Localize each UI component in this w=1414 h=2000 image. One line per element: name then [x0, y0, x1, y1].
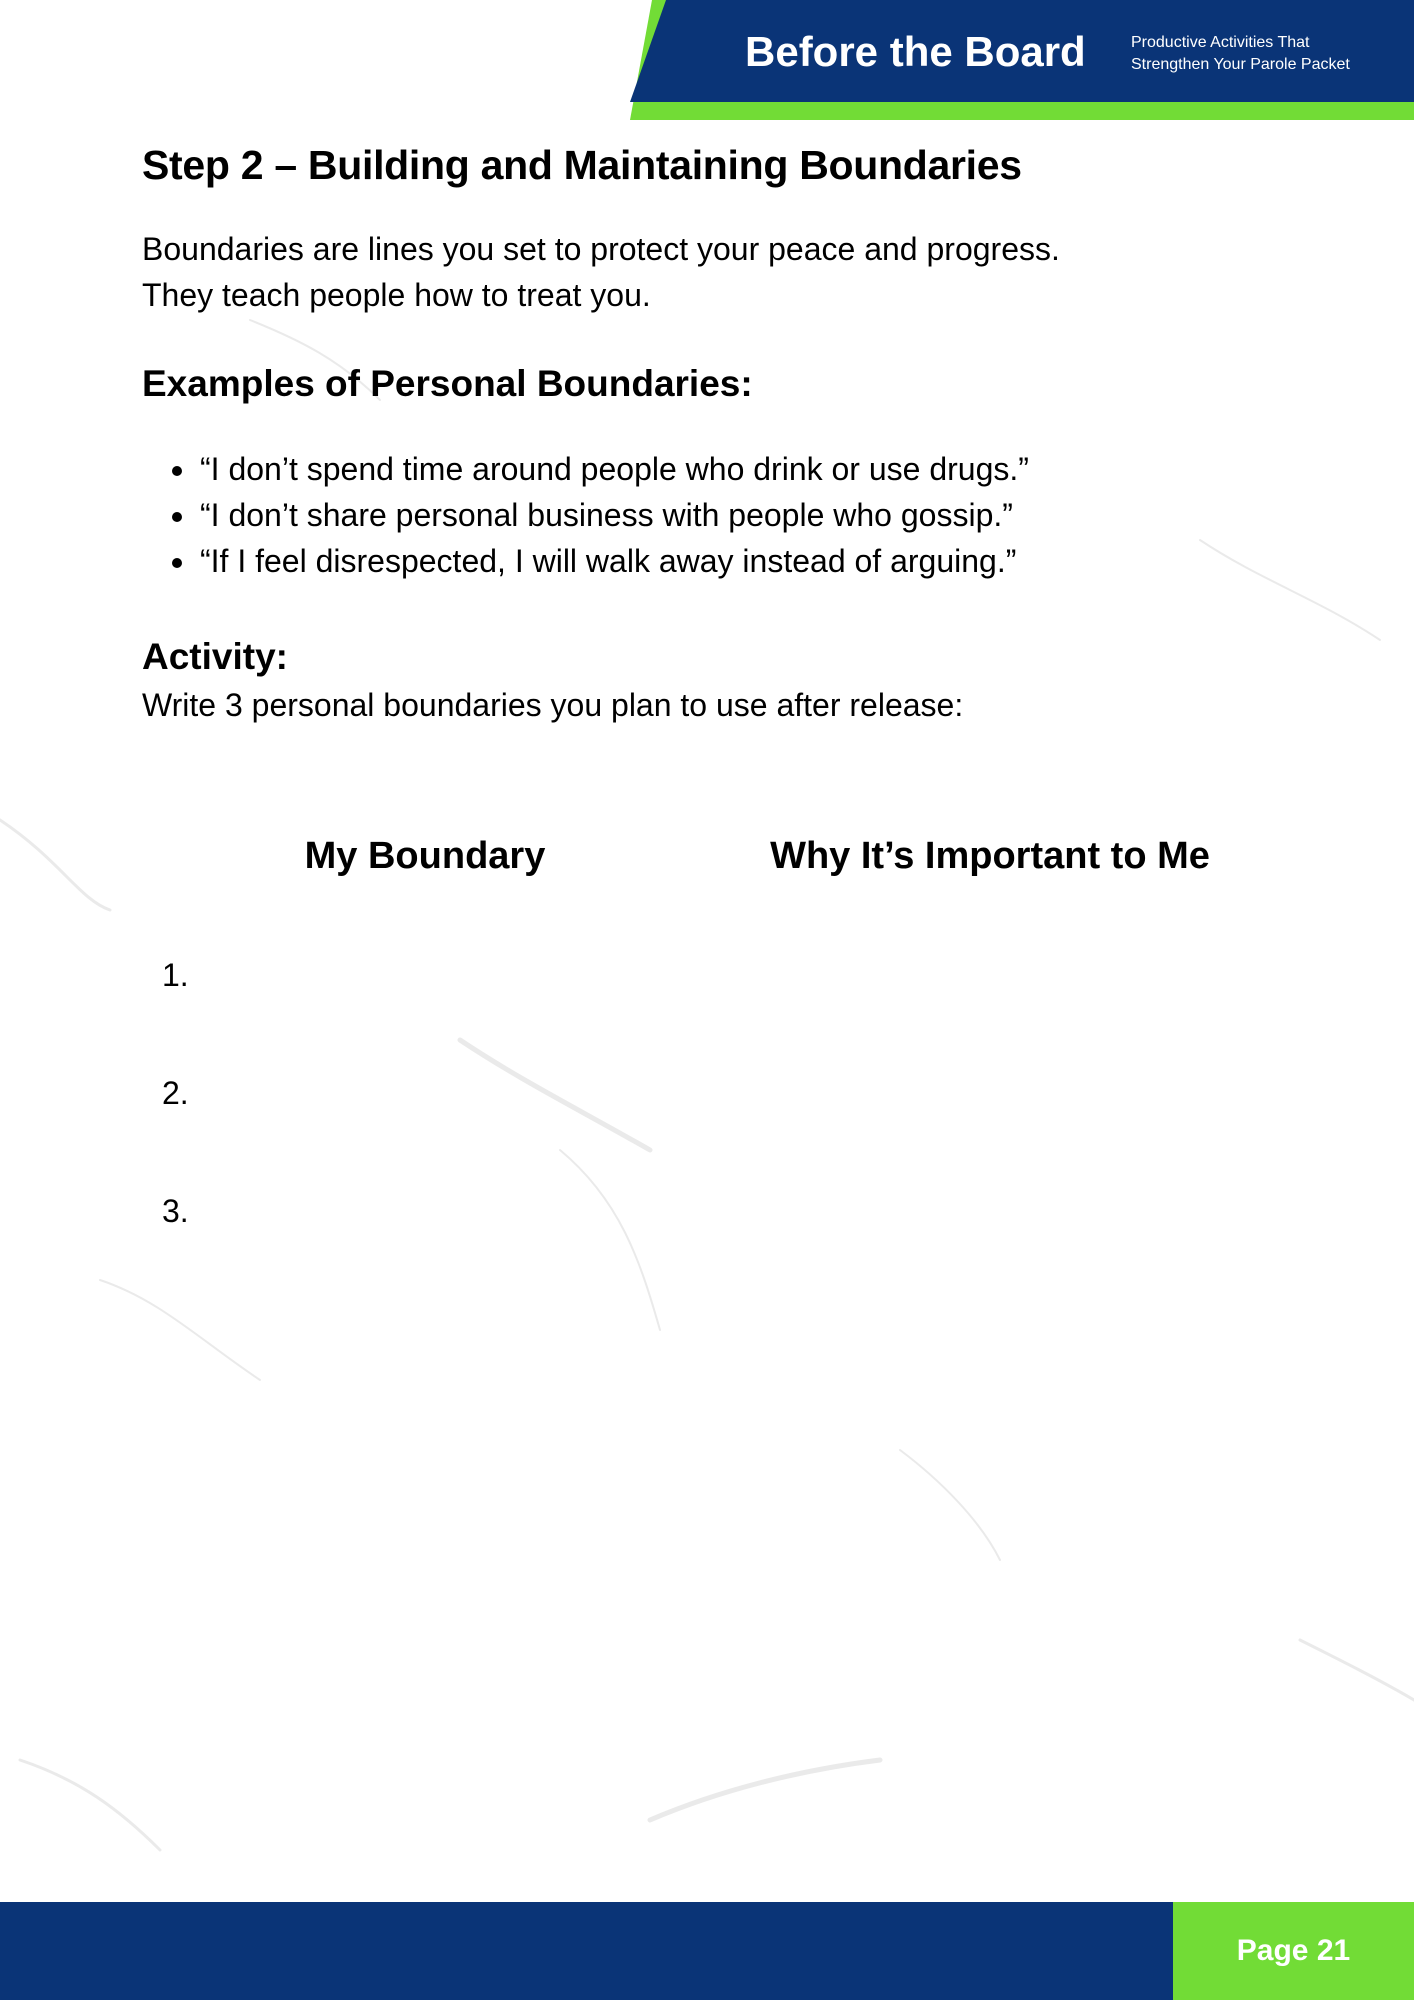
intro-paragraph — [142, 226, 1282, 318]
boundary-row-number: 1. — [162, 957, 189, 993]
section-heading: Step 2 – Building and Maintaining Boundaries — [142, 142, 1022, 188]
intro-line1: Boundaries are lines you set to protect your peace and progress. — [142, 231, 1060, 267]
header-tagline-line1: Productive Activities That — [1131, 34, 1310, 51]
activity-instructions: Write 3 personal boundaries you plan to use after release: — [142, 687, 964, 723]
column-header-my-boundary: My Boundary — [304, 835, 546, 877]
boundary-row-number: 2. — [162, 1075, 189, 1111]
header-tagline — [1131, 32, 1401, 76]
column-header-why-important: Why It’s Important to Me — [770, 835, 1210, 877]
example-item: • “I don’t spend time around people who drink or use drugs.” — [198, 446, 1282, 492]
header-tagline-line2: Strengthen Your Parole Packet — [1131, 56, 1350, 73]
examples-list — [142, 446, 1282, 584]
examples-heading: Examples of Personal Boundaries: — [142, 363, 753, 404]
page-number: Page 21 — [1236, 1934, 1351, 1967]
example-item: • “I don’t share personal business with people who gossip.” — [198, 492, 1282, 538]
intro-line2: They teach people how to treat you. — [142, 277, 651, 313]
activity-heading: Activity: — [142, 636, 288, 677]
page-content — [142, 132, 1282, 728]
example-item: • “If I feel disrespected, I will walk away instead of arguing.” — [198, 538, 1282, 584]
page-number-badge — [1173, 1902, 1414, 2000]
header-title: Before the Board — [745, 28, 1086, 75]
boundary-row-number: 3. — [162, 1193, 189, 1229]
